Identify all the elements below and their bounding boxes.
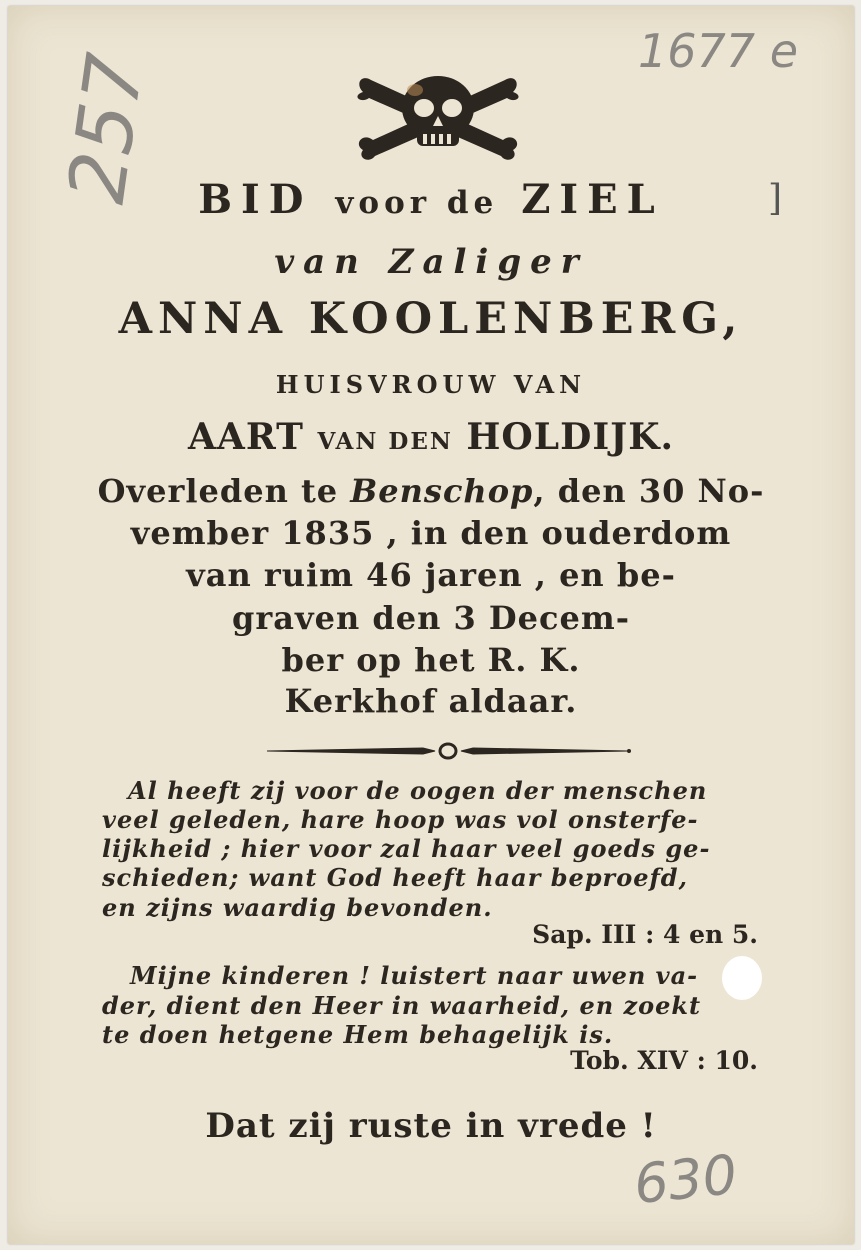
title-late: van Zaliger [274,242,588,282]
deceased-name: ANNA KOOLENBERG, [118,294,744,344]
wife-of-label: HUISVROUW VAN [275,370,587,399]
handwritten-margin-note: 257 [52,48,162,209]
title-pray-for-soul: BID voor de ZIEL [198,176,664,223]
death-text-line-6: Kerkhof aldaar. [284,682,578,720]
verse-1-line-4: schieden; want God heeft haar beproefd, [102,863,688,892]
verse-1-line-5: en zijns waardig bevonden. [102,893,493,922]
handwritten-bottom-note: 630 [630,1142,741,1217]
paper-hole [722,956,762,1000]
verse-2-line-3: te doen hetgene Hem behagelijk is. [102,1020,614,1049]
memorial-card [8,6,854,1244]
death-text-line-5: ber op het R. K. [281,641,581,679]
death-text-line-3: van ruim 46 jaren , en be- [186,556,676,594]
verse-1-line-3: lijkheid ; hier voor zal haar veel goeds ge- [102,834,711,863]
husband-name: AART VAN DEN HOLDIJK. [187,416,675,458]
verse-1-line-2: veel geleden, hare hoop was vol onsterfe- [102,805,699,834]
death-text-line-2: vember 1835 , in den ouderdom [130,514,732,552]
verse-2-line-1: Mijne kinderen ! luistert naar uwen va- [130,961,699,990]
skull-crossbones-icon [353,70,523,166]
verse-1-line-1: Al heeft zij voor de oogen der menschen [128,776,708,805]
verse-2-line-2: der, dient den Heer in waarheid, en zoekt [102,991,702,1020]
print-bracket-mark: ] [768,178,783,219]
closing-blessing: Dat zij ruste in vrede ! [205,1106,657,1146]
verse-2-reference: Tob. XIV : 10. [570,1046,758,1075]
place-of-death: Benschop [350,472,534,510]
death-text-line-1: Overleden te Benschop, den 30 No- [97,472,765,510]
divider-ornament-icon [263,736,633,766]
death-text-line-4: graven den 3 Decem- [232,599,630,637]
handwritten-catalog-number: 1677 e [638,24,798,78]
verse-1-reference: Sap. III : 4 en 5. [532,920,758,949]
